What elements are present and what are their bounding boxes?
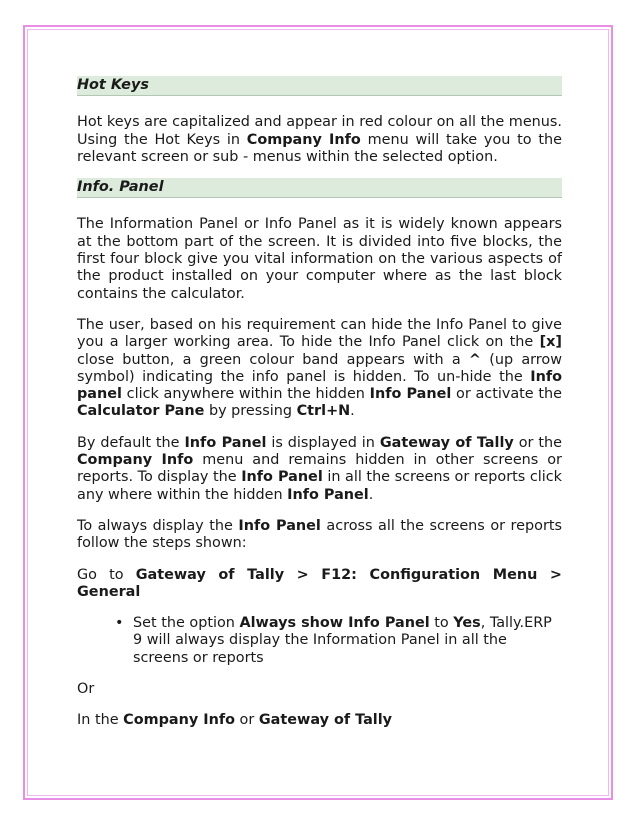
- info-panel-paragraph-3: [77, 435, 562, 504]
- navigation-path-paragraph: [77, 567, 562, 602]
- bold-run: Info Panel: [184, 434, 267, 451]
- text-run: (up arrow symbol) indicating the info panel is hidden. To un-hide the: [77, 351, 562, 385]
- text-run: menu and remains hidden in other screens or reports. To display the: [77, 452, 562, 486]
- list-item: [77, 615, 562, 667]
- text-run: click anywhere within the hidden: [121, 386, 370, 403]
- text-run: In the: [77, 712, 124, 729]
- bold-run: ^: [468, 351, 481, 368]
- bold-run: Gateway of Tally: [258, 712, 393, 729]
- text-run: Go to: [77, 566, 136, 583]
- text-run: or the: [513, 434, 562, 451]
- text-run: Set the option: [133, 615, 240, 632]
- text-run: The user, based on his requirement can hide the Info Panel to give you a larger working area. To hide the Info Panel click on the: [77, 316, 562, 351]
- document-body: [77, 76, 562, 730]
- bold-run: Company Info: [246, 131, 361, 148]
- bold-run: Ctrl+N: [296, 403, 351, 420]
- steps-list: [77, 615, 562, 667]
- text-run: Hot keys are capitalized and appear in red colour on all the menus. Using the Hot Keys in: [77, 114, 562, 148]
- info-panel-paragraph-4: [77, 518, 562, 553]
- text-run: .: [350, 403, 355, 420]
- text-run: in all the screens or reports click any where within the hidden: [77, 469, 562, 503]
- bold-run: Info Panel: [241, 469, 323, 486]
- bold-run: [x]: [539, 334, 562, 351]
- hot-keys-heading: Hot Keys: [77, 76, 562, 96]
- bold-run: Info Panel: [238, 517, 321, 534]
- text-run: by pressing: [204, 403, 297, 420]
- text-run: .: [368, 486, 374, 503]
- text-run: By default the: [77, 434, 185, 451]
- bold-run: Calculator Pane: [77, 403, 205, 420]
- text-run: to: [429, 615, 454, 632]
- or-paragraph: Or: [77, 681, 95, 698]
- info-panel-paragraph-2: [77, 317, 562, 421]
- text-run: menu will take you to the relevant screen or sub - menus within the selected option.: [77, 131, 562, 165]
- info-panel-paragraph-1: The Information Panel or Info Panel as it is widely known appears at the bottom part of the screen. It is divided into five blocks, the first four block give you vital information on the various aspects of the product installed on your computer where as the last block contains the calculator.: [77, 216, 562, 302]
- text-run: To always display the: [77, 517, 239, 534]
- final-paragraph: [77, 712, 562, 729]
- bold-run: Company Info: [123, 712, 235, 729]
- text-run: close button, a green colour band appears with a: [77, 351, 469, 368]
- bullet-icon: •: [115, 615, 124, 632]
- bold-run: Info panel: [77, 368, 562, 403]
- text-run: or activate the: [451, 386, 562, 403]
- bold-run: Company Info: [77, 452, 194, 469]
- hot-keys-paragraph: [77, 114, 562, 166]
- bold-run: Info Panel: [287, 486, 369, 503]
- bold-run: Always show Info Panel: [239, 615, 430, 632]
- info-panel-heading: Info. Panel: [77, 178, 562, 198]
- bold-run: Yes: [453, 615, 481, 632]
- text-run: or: [234, 712, 259, 729]
- text-run: , Tally.ERP 9 will always display the Information Panel in all the screens or reports: [133, 615, 552, 666]
- bold-run: Gateway of Tally: [379, 434, 514, 451]
- text-run: across all the screens or reports follow the steps shown:: [77, 517, 562, 552]
- text-run: is displayed in: [266, 434, 380, 451]
- menu-path: Gateway of Tally > F12: Configuration Menu > General: [77, 566, 562, 600]
- bold-run: Info Panel: [369, 386, 452, 403]
